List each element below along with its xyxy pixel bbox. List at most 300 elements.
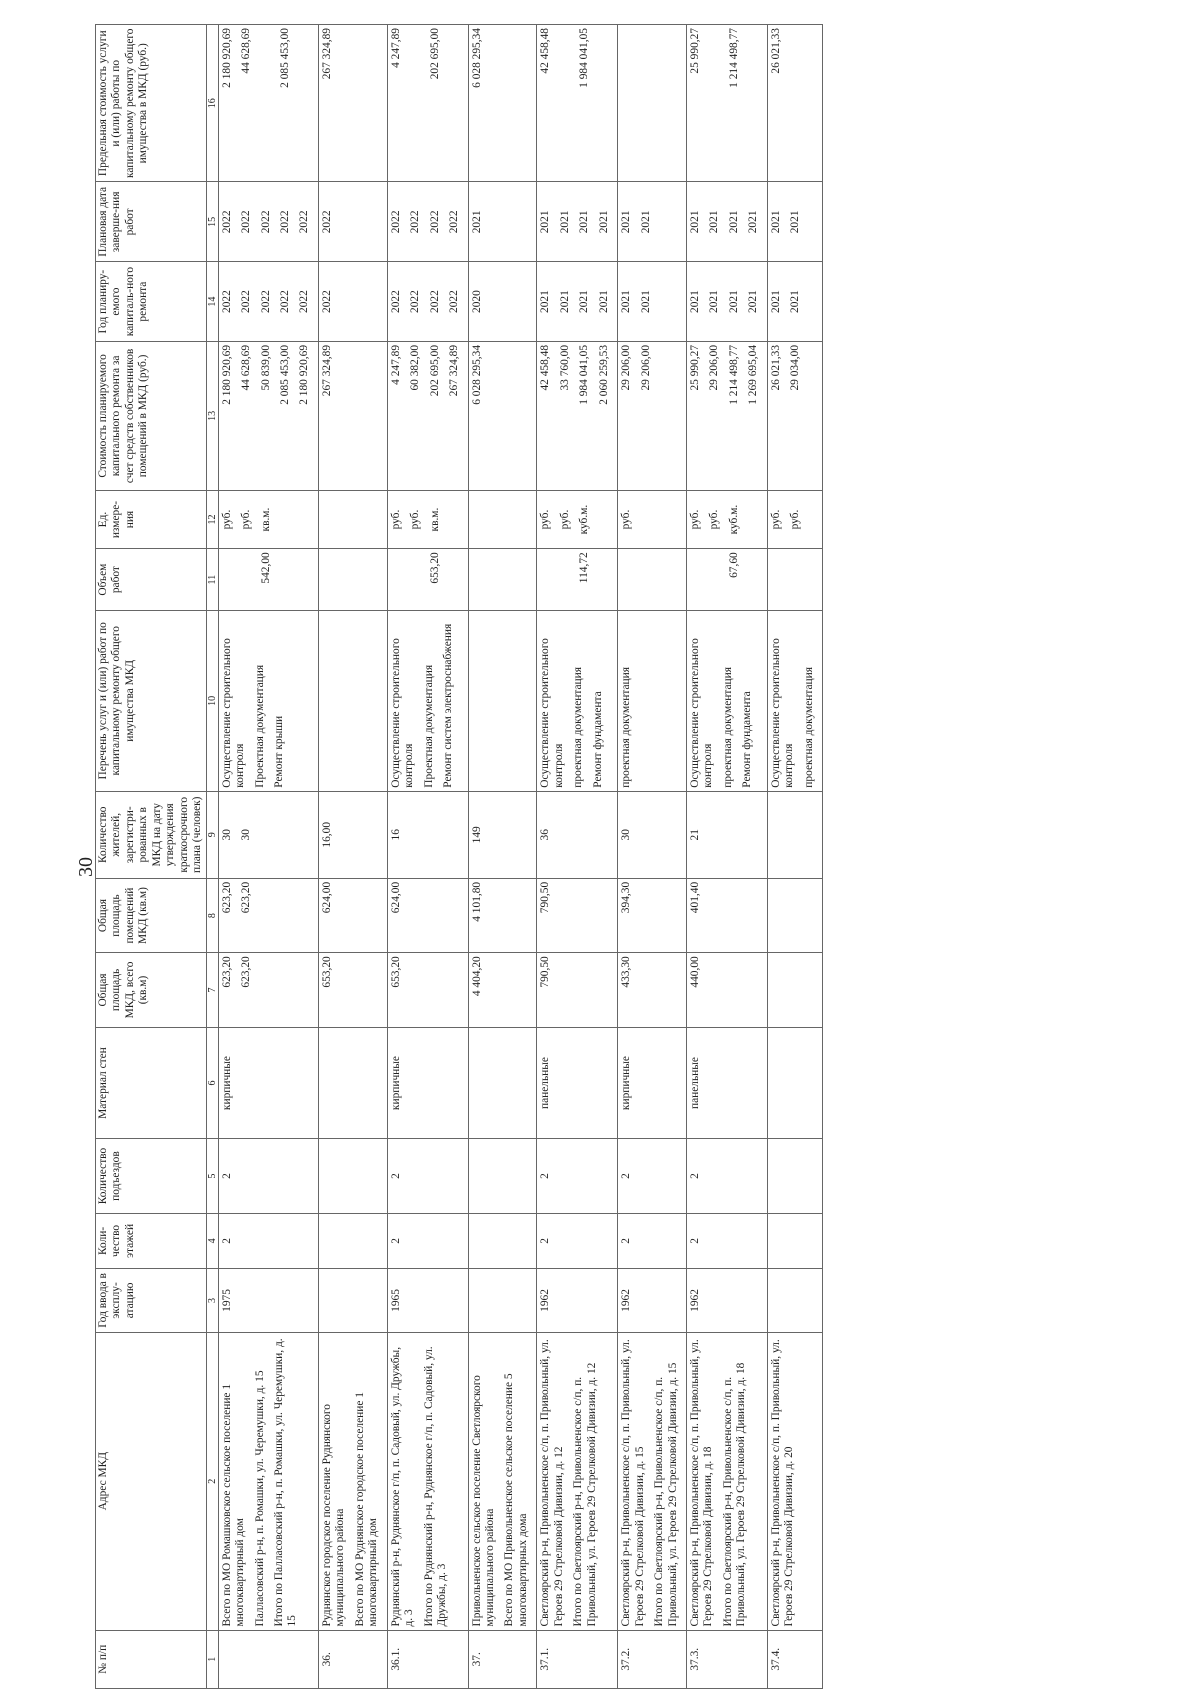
floors-cell <box>767 1213 822 1268</box>
area-total-cell-entry: 653,20 <box>389 956 402 988</box>
column-number: 7 <box>206 953 218 1027</box>
column-number: 9 <box>206 791 218 878</box>
works-cell <box>218 610 318 791</box>
residents-cell-entry: 30 <box>220 829 233 841</box>
volume-cell <box>537 549 618 611</box>
address-cell-entry: Светлоярский р-н, Привольненское с/п, п. Привольный, ул. Героев 29 Стрелковой Дивизии, д. 18 <box>688 1339 715 1627</box>
repair-year-cell <box>387 262 468 342</box>
column-number: 12 <box>206 490 218 548</box>
address-cell-entry: Привольненское сельское поселение Светлоярского муниципального района <box>470 1375 496 1627</box>
column-number: 15 <box>206 182 218 262</box>
volume-cell-entry <box>689 552 702 607</box>
row-number: 36.1. <box>387 1630 468 1688</box>
end-date-cell-entry: 2021 <box>470 210 483 234</box>
repair-year-cell-entry: 2022 <box>389 290 402 313</box>
volume-cell-entry <box>770 552 783 607</box>
repair-year-cell-entry: 2022 <box>448 290 461 313</box>
limit-cost-cell-entry: 1 214 498,77 <box>727 28 740 88</box>
address-cell-entry: Руднянское городское поселение Руднянского муниципального района <box>320 1404 347 1627</box>
cost-cell-entry: 50 839,00 <box>259 344 272 391</box>
limit-cost-cell-entry: 2 180 920,69 <box>220 28 233 88</box>
area-rooms-cell <box>537 878 618 952</box>
limit-cost-cell-entry: 26 021,33 <box>769 28 782 74</box>
works-cell <box>767 610 822 791</box>
limit-cost-cell-entry <box>708 28 721 179</box>
header-residents: Количество жителей, зарегистри-рованных в МКД на дату утверждения краткосрочного плана (человек) <box>96 791 207 878</box>
cost-cell-entry: 267 324,89 <box>448 344 461 397</box>
repair-year-cell-entry: 2022 <box>240 290 253 313</box>
end-date-cell-entry: 2021 <box>789 210 802 234</box>
header-year-plan: Год планиру-емого капиталь-ного ремонта <box>96 262 207 342</box>
address-cell-entry: Руднянский р-н, Руднянское г/п, п. Садовый, ул. Дружбы, д. 3 <box>389 1346 416 1627</box>
end-date-cell-entry: 2021 <box>747 210 760 234</box>
works-cell-entry: Осуществление строительного контроля <box>389 638 416 788</box>
area-rooms-cell-entry: 624,00 <box>389 881 402 914</box>
works-cell-entry: Проектная документация <box>253 664 266 788</box>
floors-cell: 2 <box>218 1213 318 1268</box>
limit-cost-cell-entry <box>260 28 273 179</box>
floors-cell: 2 <box>387 1213 468 1268</box>
table-row <box>318 25 387 1689</box>
year-built-cell: 1962 <box>537 1269 618 1333</box>
header-entrances: Количество подъездов <box>96 1139 207 1213</box>
area-total-cell-entry: 790,50 <box>539 956 552 988</box>
wall-material-cell: панельные <box>686 1027 767 1139</box>
address-cell-entry: Всего по МО Привольненское сельское поселение 5 многоквартирных дома <box>503 1373 529 1627</box>
address-cell <box>218 1332 318 1630</box>
repair-year-cell <box>618 262 687 342</box>
unit-cell-entry: кв.м. <box>428 507 441 532</box>
works-cell-entry: проектная документация <box>721 667 734 788</box>
row-number: 37.2. <box>618 1630 687 1688</box>
address-cell-entry: Всего по МО Руднянское городское поселение 1 многоквартирный дом <box>353 1392 380 1627</box>
cost-cell-entry: 33 760,00 <box>558 344 571 391</box>
repair-year-cell <box>218 262 318 342</box>
unit-cell-entry: руб. <box>789 509 802 530</box>
end-date-cell-entry: 2021 <box>597 210 610 234</box>
cost-cell-entry: 2 085 453,00 <box>278 344 291 405</box>
cost-cell <box>387 341 468 490</box>
volume-cell-entry: 114,72 <box>578 552 591 584</box>
wall-material-cell: кирпичные <box>218 1027 318 1139</box>
cost-cell-entry: 29 206,00 <box>639 344 652 391</box>
column-number-row <box>206 25 218 1689</box>
cost-cell-entry: 26 021,33 <box>769 344 782 391</box>
works-cell-entry: Осуществление строительного контроля <box>688 638 715 788</box>
column-number: 10 <box>206 610 218 791</box>
end-date-cell-entry: 2022 <box>448 210 461 234</box>
cost-cell-entry: 2 180 920,69 <box>298 344 311 405</box>
end-date-cell-entry: 2021 <box>578 210 591 234</box>
address-cell <box>767 1332 822 1630</box>
entrances-cell <box>767 1139 822 1213</box>
residents-cell <box>537 791 618 878</box>
unit-cell-entry: руб. <box>389 509 402 530</box>
area-rooms-cell <box>468 878 537 952</box>
header-unit: Ед. измере-ния <box>96 490 207 548</box>
repair-year-cell-entry: 2021 <box>597 290 610 313</box>
volume-cell-entry <box>240 552 253 607</box>
entrances-cell: 2 <box>686 1139 767 1213</box>
limit-cost-cell <box>767 25 822 183</box>
unit-cell-entry: руб. <box>558 509 571 530</box>
cost-cell-entry: 44 628,69 <box>240 344 253 391</box>
unit-cell-entry: кв.м. <box>259 507 272 532</box>
area-rooms-cell <box>686 878 767 952</box>
end-date-cell-entry: 2021 <box>620 210 633 234</box>
residents-cell-entry: 21 <box>688 829 701 841</box>
repair-year-cell <box>686 262 767 342</box>
residents-cell-entry: 30 <box>240 829 253 841</box>
header-year: Год ввода в эксплу-атацию <box>96 1269 207 1333</box>
residents-cell-entry: 16,00 <box>320 821 333 848</box>
repair-year-cell-entry: 2022 <box>320 290 333 313</box>
area-rooms-cell <box>387 878 468 952</box>
works-cell <box>686 610 767 791</box>
unit-cell-entry: руб. <box>220 509 233 530</box>
header-date-end: Плановая дата заверше-ния работ <box>96 182 207 262</box>
limit-cost-cell-entry <box>559 28 572 179</box>
end-date-cell <box>468 182 537 262</box>
entrances-cell: 2 <box>618 1139 687 1213</box>
floors-cell <box>318 1213 387 1268</box>
floors-cell: 2 <box>686 1213 767 1268</box>
cost-cell-entry: 2 060 259,53 <box>597 344 610 405</box>
residents-cell <box>686 791 767 878</box>
residents-cell-entry: 149 <box>470 826 483 844</box>
header-cost: Стоимость планируемого капитального ремонта за счет средств собственников помещений в МКД (руб.) <box>96 341 207 490</box>
floors-cell: 2 <box>537 1213 618 1268</box>
header-floors: Коли-чество этажей <box>96 1213 207 1268</box>
residents-cell <box>218 791 318 878</box>
unit-cell-entry: руб. <box>240 509 253 530</box>
cost-cell-entry: 60 382,00 <box>409 344 422 391</box>
area-total-cell <box>686 953 767 1027</box>
limit-cost-cell-entry: 1 984 041,05 <box>578 28 591 88</box>
residents-cell <box>387 791 468 878</box>
repair-year-cell-entry: 2021 <box>578 290 591 313</box>
works-cell <box>537 610 618 791</box>
end-date-cell-entry: 2021 <box>727 210 740 234</box>
cost-cell-entry: 267 324,89 <box>320 344 333 397</box>
end-date-cell <box>537 182 618 262</box>
capital-repair-table <box>95 24 823 1689</box>
works-cell-entry: Ремонт фундамента <box>591 691 604 788</box>
address-cell-entry: Итого по Палласовский р-н, п. Ромашки, ул. Черемушки, д. 15 <box>272 1338 299 1627</box>
residents-cell <box>318 791 387 878</box>
year-built-cell <box>318 1269 387 1333</box>
row-number: 37.3. <box>686 1630 767 1688</box>
unit-cell-entry: куб.м. <box>578 504 591 535</box>
table-row <box>537 25 618 1689</box>
works-cell-entry: Ремонт фундамента <box>741 691 754 788</box>
unit-cell <box>767 490 822 548</box>
wall-material-cell: кирпичные <box>387 1027 468 1139</box>
volume-cell-entry: 542,00 <box>259 552 272 584</box>
end-date-cell-entry: 2022 <box>389 210 402 234</box>
repair-year-cell-entry: 2022 <box>298 290 311 313</box>
address-cell-entry: Итого по Руднянский р-н, Руднянское г/п, п. Садовый, ул. Дружбы, д. 3 <box>422 1346 449 1627</box>
wall-material-cell <box>318 1027 387 1139</box>
area-rooms-cell-entry: 623,20 <box>240 881 253 914</box>
end-date-cell-entry: 2022 <box>320 210 333 234</box>
column-number: 4 <box>206 1213 218 1268</box>
cost-cell-entry: 1 214 498,77 <box>727 344 740 405</box>
limit-cost-cell <box>537 25 618 183</box>
year-built-cell <box>767 1269 822 1333</box>
repair-year-cell-entry: 2022 <box>428 290 441 313</box>
volume-cell-entry <box>221 552 234 607</box>
area-total-cell <box>218 953 318 1027</box>
area-rooms-cell-entry: 790,50 <box>539 881 552 914</box>
limit-cost-cell <box>686 25 767 183</box>
area-total-cell-entry: 433,30 <box>620 956 633 988</box>
repair-year-cell-entry: 2021 <box>708 290 721 313</box>
volume-cell-entry: 67,60 <box>727 552 740 578</box>
address-cell-entry: Итого по Светлоярский р-н, Привольненское с/п, п. Привольный, ул. Героев 29 Стрелковой Дивизии, д. 18 <box>721 1362 748 1627</box>
unit-cell-entry: руб. <box>708 509 721 530</box>
volume-cell <box>218 549 318 611</box>
repair-year-cell <box>537 262 618 342</box>
cost-cell <box>686 341 767 490</box>
wall-material-cell <box>468 1027 537 1139</box>
end-date-cell-entry: 2021 <box>639 210 652 234</box>
area-rooms-cell <box>767 878 822 952</box>
unit-cell <box>686 490 767 548</box>
header-area-rooms: Общая площадь помещений МКД (кв.м) <box>96 878 207 952</box>
header-area-total: Общая площадь МКД, всего (кв.м) <box>96 953 207 1027</box>
area-total-cell-entry: 623,20 <box>220 956 233 988</box>
repair-year-cell-entry: 2021 <box>620 290 633 313</box>
works-cell <box>468 610 537 791</box>
limit-cost-cell-entry: 44 628,69 <box>240 28 253 74</box>
address-cell-entry: Итого по Светлоярский р-н, Привольненское с/п, п. Привольный, ул. Героев 29 Стрелковой Дивизии, д. 12 <box>572 1362 598 1627</box>
unit-cell-entry: руб. <box>409 509 422 530</box>
volume-cell-entry: 653,20 <box>428 552 441 584</box>
year-built-cell: 1962 <box>618 1269 687 1333</box>
table-row <box>618 25 687 1689</box>
table-row <box>218 25 318 1689</box>
area-rooms-cell-entry: 394,30 <box>620 881 633 914</box>
end-date-cell <box>618 182 687 262</box>
header-material: Материал стен <box>96 1027 207 1139</box>
volume-cell-entry <box>559 552 572 607</box>
unit-cell <box>218 490 318 548</box>
cost-cell-entry: 25 990,27 <box>688 344 701 391</box>
volume-cell-entry <box>390 552 403 607</box>
residents-cell-entry: 16 <box>389 829 402 841</box>
cost-cell-entry: 2 180 920,69 <box>220 344 233 405</box>
floors-cell: 2 <box>618 1213 687 1268</box>
limit-cost-cell <box>387 25 468 183</box>
unit-cell <box>387 490 468 548</box>
end-date-cell <box>686 182 767 262</box>
header-address: Адрес МКД <box>96 1332 207 1630</box>
residents-cell <box>767 791 822 878</box>
address-cell <box>387 1332 468 1630</box>
limit-cost-cell-entry: 202 695,00 <box>428 28 441 80</box>
repair-year-cell-entry: 2021 <box>688 290 701 313</box>
column-number: 14 <box>206 262 218 342</box>
end-date-cell <box>767 182 822 262</box>
table-body <box>218 25 823 1689</box>
address-cell-entry: Светлоярский р-н, Привольненское с/п, п. Привольный, ул. Героев 29 Стрелковой Дивизии, д. 20 <box>769 1339 796 1627</box>
area-total-cell-entry: 440,00 <box>688 956 701 988</box>
area-total-cell-entry: 653,20 <box>320 956 333 988</box>
cost-cell-entry: 1 984 041,05 <box>578 344 591 405</box>
area-total-cell <box>387 953 468 1027</box>
repair-year-cell-entry: 2021 <box>639 290 652 313</box>
repair-year-cell-entry: 2021 <box>558 290 571 313</box>
cost-cell <box>618 341 687 490</box>
column-number: 13 <box>206 341 218 490</box>
volume-cell <box>318 549 387 611</box>
cost-cell-entry: 6 028 295,34 <box>470 344 483 405</box>
row-number <box>218 1630 318 1688</box>
column-number: 2 <box>206 1332 218 1630</box>
address-cell <box>537 1332 618 1630</box>
cost-cell <box>767 341 822 490</box>
volume-cell-entry <box>620 552 633 607</box>
row-number: 36. <box>318 1630 387 1688</box>
address-cell <box>618 1332 687 1630</box>
column-number: 11 <box>206 549 218 611</box>
end-date-cell-entry: 2022 <box>428 210 441 234</box>
end-date-cell-entry: 2021 <box>558 210 571 234</box>
works-cell <box>618 610 687 791</box>
repair-year-cell-entry: 2021 <box>539 290 552 313</box>
unit-cell <box>468 490 537 548</box>
area-total-cell <box>468 953 537 1027</box>
table-row <box>686 25 767 1689</box>
limit-cost-cell-entry: 42 458,48 <box>539 28 552 74</box>
volume-cell-entry <box>789 552 802 607</box>
volume-cell <box>387 549 468 611</box>
repair-year-cell-entry: 2020 <box>470 290 483 313</box>
column-number: 3 <box>206 1269 218 1333</box>
cost-cell-entry: 1 269 695,04 <box>747 344 760 405</box>
address-cell-entry: Палласовский р-н, п. Ромашки, ул. Черемушки, д. 15 <box>253 1370 266 1627</box>
cost-cell <box>318 341 387 490</box>
area-total-cell <box>318 953 387 1027</box>
area-total-cell <box>618 953 687 1027</box>
entrances-cell: 2 <box>537 1139 618 1213</box>
works-cell-entry: проектная документация <box>572 667 585 788</box>
works-cell-entry: Осуществление строительного контроля <box>769 638 796 788</box>
residents-cell-entry: 36 <box>539 829 552 841</box>
address-cell <box>686 1332 767 1630</box>
unit-cell-entry: руб. <box>620 509 633 530</box>
year-built-cell: 1962 <box>686 1269 767 1333</box>
volume-cell-entry <box>708 552 721 607</box>
repair-year-cell-entry: 2022 <box>278 290 291 313</box>
wall-material-cell: панельные <box>537 1027 618 1139</box>
volume-cell <box>618 549 687 611</box>
area-rooms-cell-entry: 624,00 <box>320 881 333 914</box>
end-date-cell-entry: 2021 <box>769 210 782 234</box>
year-built-cell: 1965 <box>387 1269 468 1333</box>
area-total-cell-entry: 623,20 <box>240 956 253 988</box>
end-date-cell <box>318 182 387 262</box>
entrances-cell: 2 <box>387 1139 468 1213</box>
row-number: 37.1. <box>537 1630 618 1688</box>
wall-material-cell <box>767 1027 822 1139</box>
area-rooms-cell-entry: 623,20 <box>220 881 233 914</box>
volume-cell <box>468 549 537 611</box>
end-date-cell-entry: 2022 <box>278 210 291 234</box>
repair-year-cell <box>318 262 387 342</box>
works-cell-entry: Ремонт систем электроснабжения <box>442 623 455 788</box>
residents-cell-entry: 30 <box>620 829 633 841</box>
volume-cell <box>686 549 767 611</box>
limit-cost-cell-entry <box>409 28 422 179</box>
floors-cell <box>468 1213 537 1268</box>
area-rooms-cell <box>318 878 387 952</box>
repair-year-cell-entry: 2021 <box>727 290 740 313</box>
cost-cell-entry: 29 206,00 <box>620 344 633 391</box>
area-total-cell <box>767 953 822 1027</box>
limit-cost-cell-entry: 25 990,27 <box>688 28 701 74</box>
entrances-cell <box>318 1139 387 1213</box>
table-row <box>767 25 822 1689</box>
column-number: 8 <box>206 878 218 952</box>
area-rooms-cell <box>218 878 318 952</box>
end-date-cell-entry: 2022 <box>220 210 233 234</box>
end-date-cell-entry: 2021 <box>708 210 721 234</box>
header-num: № п/п <box>96 1630 207 1688</box>
end-date-cell-entry: 2022 <box>298 210 311 234</box>
limit-cost-cell-entry: 267 324,89 <box>320 28 333 80</box>
cost-cell-entry: 29 206,00 <box>708 344 721 391</box>
address-cell-entry: Всего по МО Ромашковское сельское поселение 1 многоквартирный дом <box>220 1383 247 1627</box>
area-rooms-cell-entry: 401,40 <box>688 881 701 914</box>
row-number: 37.4. <box>767 1630 822 1688</box>
header-works: Перечень услуг и (или) работ по капитальному ремонту общего имущества МКД <box>96 610 207 791</box>
area-rooms-cell-entry: 4 101,80 <box>470 881 483 922</box>
area-total-cell <box>537 953 618 1027</box>
header-volume: Объем работ <box>96 549 207 611</box>
limit-cost-cell-entry: 4 247,89 <box>389 28 402 68</box>
limit-cost-cell-entry: 6 028 295,34 <box>470 28 483 88</box>
works-cell-entry: проектная документация <box>802 667 815 788</box>
works-cell-entry: Ремонт крыши <box>272 715 285 788</box>
year-built-cell <box>468 1269 537 1333</box>
repair-year-cell-entry: 2022 <box>220 290 233 313</box>
volume-cell-entry <box>539 552 552 607</box>
area-rooms-cell <box>618 878 687 952</box>
limit-cost-cell <box>218 25 318 183</box>
repair-year-cell-entry: 2022 <box>409 290 422 313</box>
column-number: 6 <box>206 1027 218 1139</box>
entrances-cell: 2 <box>218 1139 318 1213</box>
column-number: 16 <box>206 25 218 183</box>
limit-cost-cell-entry <box>620 28 633 179</box>
address-cell <box>468 1332 537 1630</box>
unit-cell-entry: руб. <box>539 509 552 530</box>
table-row <box>468 25 537 1689</box>
end-date-cell <box>387 182 468 262</box>
limit-cost-cell <box>618 25 687 183</box>
works-cell-entry: проектная документация <box>620 667 633 788</box>
cost-cell-entry: 4 247,89 <box>389 344 402 385</box>
address-cell-entry: Светлоярский р-н, Привольненское с/п, п. Привольный, ул. Героев 29 Стрелковой Дивизии, д. 12 <box>539 1339 565 1627</box>
cost-cell-entry: 42 458,48 <box>539 344 552 391</box>
repair-year-cell <box>468 262 537 342</box>
volume-cell <box>767 549 822 611</box>
works-cell <box>387 610 468 791</box>
repair-year-cell-entry: 2021 <box>769 290 782 313</box>
unit-cell <box>537 490 618 548</box>
